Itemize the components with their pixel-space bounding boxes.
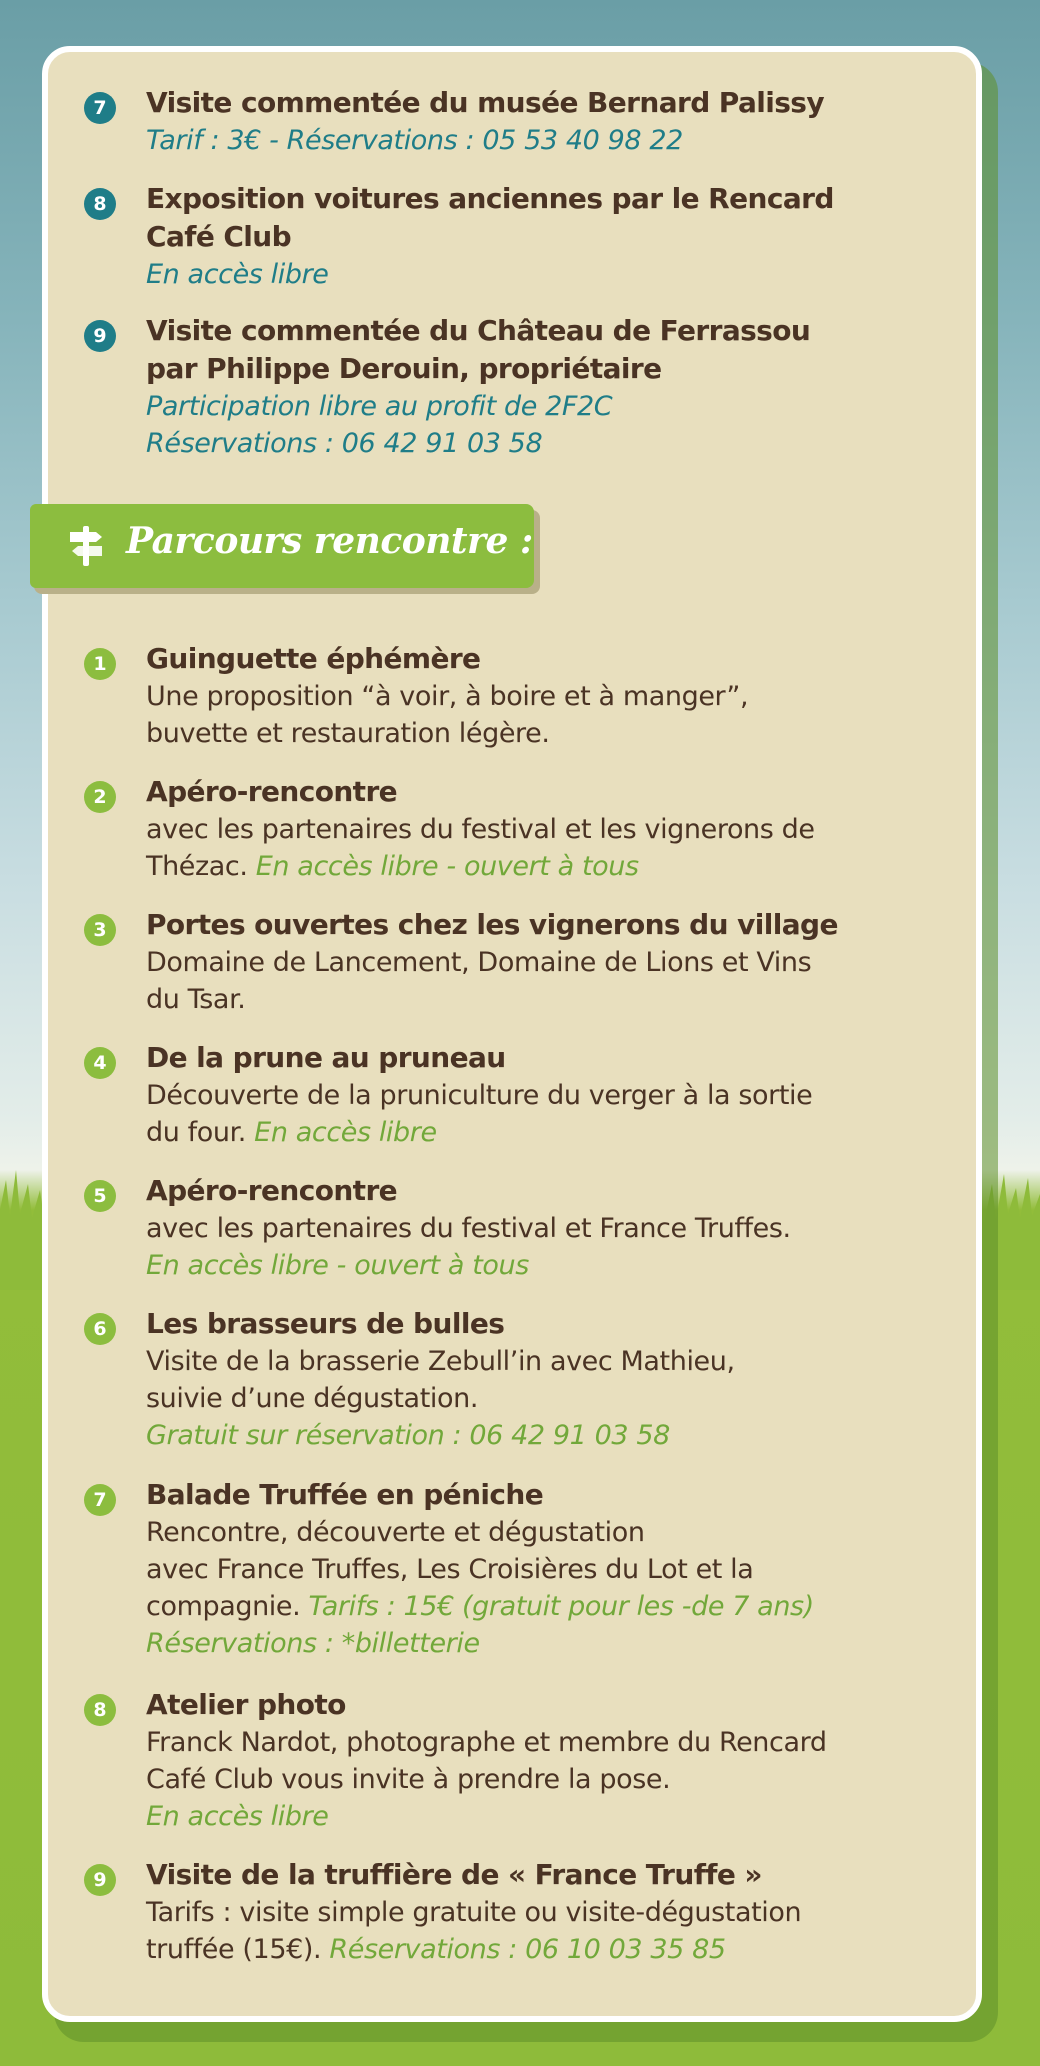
access-info: Réservations : 06 10 03 35 85	[329, 1934, 726, 1965]
description-text: Tarifs : visite simple gratuite ou visite-dégustation	[146, 1897, 802, 1928]
description-text: du Tsar.	[146, 984, 246, 1015]
list-item	[93, 773, 946, 885]
item-title: Guinguette éphémère	[146, 642, 481, 675]
description-text: buvette et restauration légère.	[146, 718, 550, 749]
number-badge: 2	[84, 781, 116, 813]
item-description-line	[146, 1114, 946, 1151]
item-title: Apéro-rencontre	[146, 1174, 398, 1207]
item-info: Participation libre au profit de 2F2C	[146, 391, 613, 422]
item-info: Tarif : 3€ - Réservations : 05 53 40 98 22	[146, 125, 683, 156]
item-title: Atelier photo	[146, 1688, 346, 1721]
description-text: compagnie.	[146, 1591, 309, 1622]
list-item	[93, 84, 946, 159]
description-text: avec France Truffes, Les Croisières du Lot et la	[146, 1554, 754, 1585]
list-item	[93, 312, 946, 462]
number-badge: 7	[84, 1484, 116, 1516]
item-description-line	[146, 848, 946, 885]
number-badge: 5	[84, 1180, 116, 1212]
description-text: truffée (15€).	[146, 1934, 330, 1965]
access-info: En accès libre - ouvert à tous	[255, 851, 639, 882]
list-item	[93, 1686, 946, 1835]
list-item	[93, 1476, 946, 1662]
item-description-line	[146, 1514, 946, 1551]
list-item	[93, 180, 946, 293]
list-item	[93, 640, 946, 752]
item-description-line	[146, 1077, 946, 1114]
number-badge: 9	[84, 320, 116, 352]
description-text: Une proposition “à voir, à boire et à manger”,	[146, 681, 749, 712]
item-title: Visite de la truffière de « France Truffe »	[146, 1858, 762, 1891]
item-description-line	[146, 1798, 946, 1835]
item-description-line	[146, 715, 946, 752]
number-badge: 8	[84, 188, 116, 220]
item-description-line	[146, 1894, 946, 1931]
description-text: Café Club vous invite à prendre la pose.	[146, 1764, 671, 1795]
access-info: Tarifs : 15€ (gratuit pour les -de 7 ans)	[308, 1591, 814, 1622]
list-item	[93, 1856, 946, 1968]
item-title: Les brasseurs de bulles	[146, 1307, 505, 1340]
item-description-line	[146, 944, 946, 981]
access-info: Gratuit sur réservation : 06 42 91 03 58	[146, 1420, 670, 1451]
number-badge: 1	[84, 648, 116, 680]
item-title: Café Club	[146, 220, 292, 253]
item-title: par Philippe Derouin, propriétaire	[146, 352, 662, 385]
access-info: Réservations : *billetterie	[146, 1628, 480, 1659]
number-badge: 7	[84, 92, 116, 124]
description-text: suivie d’une dégustation.	[146, 1383, 478, 1414]
description-text: Franck Nardot, photographe et membre du Rencard	[146, 1727, 827, 1758]
item-info: Réservations : 06 42 91 03 58	[146, 428, 543, 459]
item-description-line	[146, 811, 946, 848]
access-info: En accès libre - ouvert à tous	[146, 1250, 529, 1281]
item-description-line	[146, 1551, 946, 1588]
number-badge: 6	[84, 1313, 116, 1345]
description-text: Rencontre, découverte et dégustation	[146, 1517, 645, 1548]
item-description-line	[146, 1417, 946, 1454]
item-description-line	[146, 678, 946, 715]
item-description-line	[146, 1343, 946, 1380]
description-text: Thézac.	[146, 851, 256, 882]
number-badge: 8	[84, 1694, 116, 1726]
access-info: En accès libre	[146, 1801, 329, 1832]
item-description-line	[146, 1380, 946, 1417]
item-description-line	[146, 1724, 946, 1761]
description-text: du four.	[146, 1117, 255, 1148]
description-text: Découverte de la pruniculture du verger à la sortie	[146, 1080, 813, 1111]
description-text: avec les partenaires du festival et les vignerons de	[146, 814, 815, 845]
item-title: De la prune au pruneau	[146, 1041, 506, 1074]
item-title: Exposition voitures anciennes par le Rencard	[146, 182, 834, 215]
item-title: Visite commentée du musée Bernard Palissy	[146, 86, 825, 119]
description-text: Visite de la brasserie Zebull’in avec Mathieu,	[146, 1346, 735, 1377]
item-description-line	[146, 1625, 946, 1662]
item-title: Visite commentée du Château de Ferrassou	[146, 314, 811, 347]
item-title: Portes ouvertes chez les vignerons du village	[146, 908, 838, 941]
item-description-line	[146, 1588, 946, 1625]
list-item	[93, 1039, 946, 1151]
item-description-line	[146, 1247, 946, 1284]
number-badge: 4	[84, 1047, 116, 1079]
list-item	[93, 1305, 946, 1454]
number-badge: 3	[84, 914, 116, 946]
item-description-line	[146, 981, 946, 1018]
access-info: En accès libre	[254, 1117, 437, 1148]
section-banner	[30, 504, 534, 588]
item-info: En accès libre	[146, 259, 329, 290]
item-description-line	[146, 1931, 946, 1968]
item-description-line	[146, 1210, 946, 1247]
description-text: Domaine de Lancement, Domaine de Lions et Vins	[146, 947, 812, 978]
signpost-icon	[66, 524, 106, 568]
list-item	[93, 906, 946, 1018]
item-title: Apéro-rencontre	[146, 775, 398, 808]
number-badge: 9	[84, 1864, 116, 1896]
list-item	[93, 1172, 946, 1284]
item-title: Balade Truffée en péniche	[146, 1478, 544, 1511]
banner-title: Parcours rencontre :	[126, 520, 533, 562]
description-text: avec les partenaires du festival et France Truffes.	[146, 1213, 791, 1244]
item-description-line	[146, 1761, 946, 1798]
